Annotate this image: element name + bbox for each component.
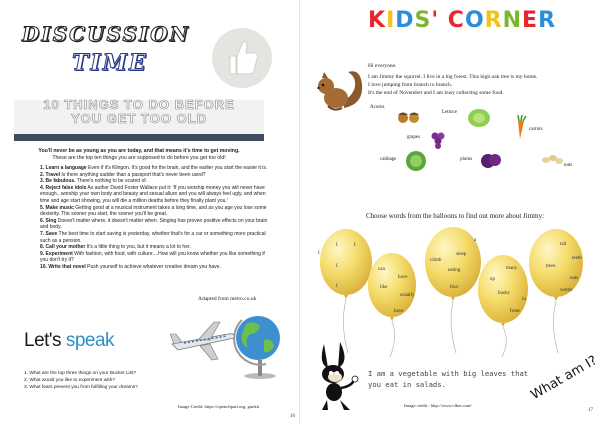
balloon5-word: trees xyxy=(546,264,556,269)
balloon5-word: tail xyxy=(560,242,567,247)
label-cabbage: cabbage xyxy=(380,157,397,162)
list-item-lead: 8. Call your mother xyxy=(40,244,86,251)
acorns-image xyxy=(396,108,422,124)
balloon3-word: climb xyxy=(430,258,442,263)
question-3: 3. What fears prevent you from fulfilling your dreams? xyxy=(24,385,138,390)
list-item-lead: 3. Be fabulous. xyxy=(40,178,76,185)
discussion-title: DISCUSSION xyxy=(22,22,191,46)
list-item xyxy=(40,185,272,205)
nuts-image xyxy=(540,150,564,166)
title-letter: S xyxy=(414,8,432,33)
balloon4-word: many xyxy=(506,266,518,271)
list-item xyxy=(40,178,272,185)
list-item xyxy=(40,231,272,244)
page-number-right: 17 xyxy=(588,408,593,413)
page-number-left: 16 xyxy=(290,414,295,419)
list-item-text: The best time to start saving is yesterday, whether that's for a car or something more practical such as a pension. xyxy=(40,230,266,244)
banner-bar xyxy=(14,134,264,141)
list-item-text: It's a little thing to you, but it means a lot to her. xyxy=(85,244,191,251)
label-acorns: Acorns xyxy=(370,105,385,110)
globe-airplane-illustration xyxy=(170,300,290,380)
title-letter: I xyxy=(386,8,396,33)
balloon4-word: front xyxy=(510,309,520,314)
list-item-text: There's nothing to be scared of. xyxy=(75,178,148,185)
list-item-lead: 6. Sing xyxy=(40,217,57,224)
title-letter: N xyxy=(502,8,523,33)
list-item-lead: 9. Experiment xyxy=(40,250,73,257)
balloon2-word: usually xyxy=(400,293,415,298)
balloon2-word: have xyxy=(398,275,408,280)
balloon5-word: nuts xyxy=(570,276,579,281)
list-item-text: Push yourself to achieve whatever creative dream you have. xyxy=(85,263,221,270)
balloon1-word: I xyxy=(354,243,356,248)
list-item xyxy=(40,244,272,251)
question-2: 2. What would you like to experiment with? xyxy=(24,378,115,383)
list-item-lead: 5. Make music xyxy=(40,204,74,211)
title-letter: O xyxy=(464,8,485,33)
time-title: TIME xyxy=(72,50,148,76)
image-credit-right: Image credit : http://www.clker.com/ xyxy=(404,403,472,408)
lets-word: Let's xyxy=(24,330,62,351)
riddle-text: I am a vegetable with big leaves that you eat in salads. xyxy=(368,369,529,389)
speak-word: speak xyxy=(65,330,115,351)
plums-image xyxy=(480,150,502,170)
kids-corner-title xyxy=(368,8,556,33)
list-item-text: As author David Foster Wallace put it: 'If you worship money you will never have enough...worship your own body and beauty and sexual allure and you will always feel ugly, and when time and age start showing, you will die a million deaths before they finally plant you.' xyxy=(40,184,266,204)
balloon3-word: four xyxy=(450,285,459,290)
balloon3-word: a xyxy=(474,238,477,243)
banner-title xyxy=(14,98,264,126)
intro-sub: These are the top ten things you are supposed to do before you get too old! xyxy=(52,155,226,161)
squirrel-illustration xyxy=(314,64,366,116)
label-nuts: nuts xyxy=(564,163,573,168)
greeting: Hi everyone. xyxy=(368,63,397,69)
title-letter: C xyxy=(447,8,465,33)
balloon1-word: I xyxy=(318,251,320,256)
balloon-instruction: Choose words from the balloons to find out more about Jimmy: xyxy=(365,212,545,220)
list-item-text: Is there anything sadder than a passport that's never been used? xyxy=(60,171,206,178)
title-letter: E xyxy=(522,8,539,33)
title-letter: K xyxy=(368,8,387,33)
list-item xyxy=(40,251,272,264)
balloon4-word: up xyxy=(490,277,495,282)
lettuce-image xyxy=(467,108,491,128)
cabbage-image xyxy=(404,150,428,172)
lets-speak-heading xyxy=(24,330,114,352)
list-item xyxy=(40,172,272,179)
paragraph-line-3: It's the end of November and I am busy collecting some food. xyxy=(368,90,504,96)
balloon2-word: can xyxy=(378,267,385,272)
balloon3-word: sleep xyxy=(456,252,467,257)
question-1: 1. What are the top three things on your Bucket List? xyxy=(24,371,136,376)
banner-title-line1: 10 THINGS TO DO BEFORE xyxy=(43,97,235,112)
label-grapes: grapes xyxy=(407,135,421,140)
right-page xyxy=(300,0,600,424)
list-item-lead: 2. Travel xyxy=(40,171,61,178)
list-item-lead: 10. Write that novel xyxy=(40,263,86,270)
balloon4-word: in xyxy=(522,297,526,302)
title-letter: R xyxy=(538,8,557,33)
title-letter: R xyxy=(484,8,503,33)
what-am-i-text: What am I? xyxy=(528,353,600,403)
list-item-text: With fashion, with food, with culture....How will you know whether you like something if you don't try it? xyxy=(40,250,265,264)
intro-bold: You'll never be as young as you are today, and that means it's time to get moving. xyxy=(38,148,240,154)
grapes-image xyxy=(428,130,448,150)
list-item-text: Doesn't matter where, it doesn't matter when. Singing has proven positive effects on your brain and body. xyxy=(40,217,268,231)
title-letter: ' xyxy=(431,8,440,33)
image-credit-left: Image Credit: https://openclipart.org, gnokii xyxy=(178,404,260,409)
balloon5-word: teeth xyxy=(572,256,582,261)
list-item-lead: 1. Learn a language xyxy=(40,165,87,171)
balloon3-word: eating xyxy=(448,268,461,273)
banner-title-line2: YOU GET TOO OLD xyxy=(70,111,208,126)
title-letter xyxy=(439,8,448,33)
balloon1-word: I xyxy=(336,284,338,289)
label-carrots: carrots xyxy=(529,127,543,132)
label-plums: plums xyxy=(460,157,473,162)
list-item-text: Even if it's Klingon. It's good for the brain, and the earlier you start the easier it is. xyxy=(86,165,268,171)
title-letter: D xyxy=(395,8,415,33)
list-item-lead: 7. Save xyxy=(40,230,58,237)
balloon1-word: I xyxy=(336,264,338,269)
balloon2-word: like xyxy=(380,285,388,290)
list-item xyxy=(40,205,272,218)
carrots-image xyxy=(510,115,530,141)
thumbs-up-icon xyxy=(212,28,272,88)
balloon4-word: bushy xyxy=(498,291,510,296)
paragraph-line-1: I am Jimmy the squirrel. I live in a big forest. This high oak tree is my home. xyxy=(368,74,538,80)
list-item xyxy=(40,264,272,271)
cartoon-rabbit-illustration xyxy=(310,340,360,412)
list-item-text: Getting good at a musical instrument takes a long time, and as you age you lose some dexterity. The sooner you start, the sooner you'll be great. xyxy=(40,204,267,218)
balloon5-word: winter xyxy=(560,288,573,293)
list-item-lead: 4. Reject false idols xyxy=(40,184,87,191)
things-list xyxy=(40,165,272,271)
label-lettuce: Lettuce xyxy=(442,110,457,115)
paragraph-line-2: I love jumping from branch to branch. xyxy=(368,82,453,88)
adapted-credit: Adapted from metro.co.uk xyxy=(198,296,257,302)
list-item xyxy=(40,218,272,231)
balloon2-word: have xyxy=(394,309,404,314)
balloon1-word: I xyxy=(336,243,338,248)
list-item xyxy=(40,165,272,172)
